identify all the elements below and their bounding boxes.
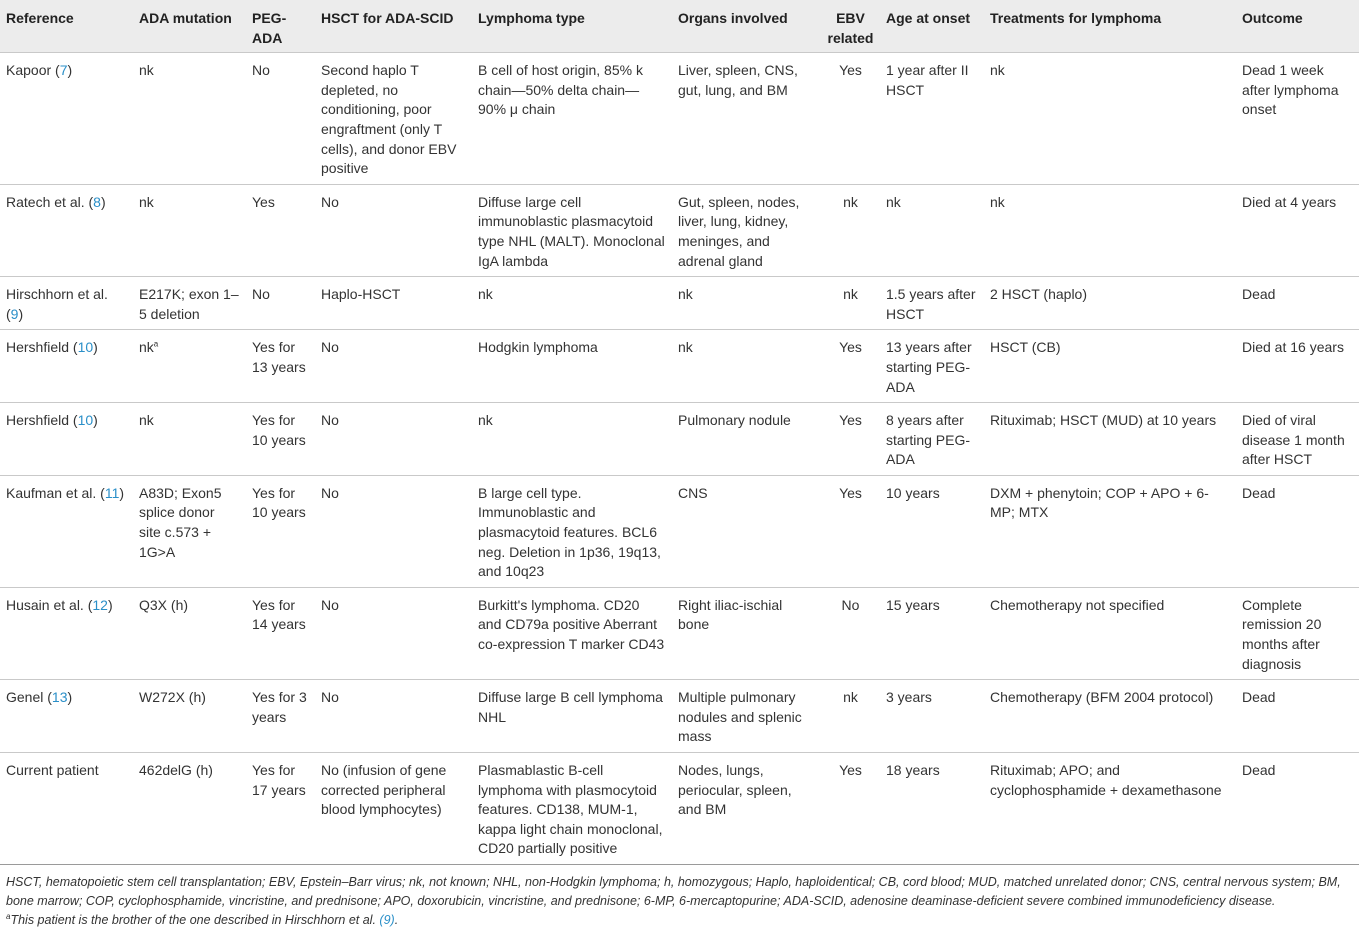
cell-peg-ada — [246, 330, 315, 403]
cell-age-at-onset-text: 10 years — [886, 484, 940, 501]
cell-treatments-text: Chemotherapy (BFM 2004 protocol) — [990, 689, 1214, 706]
cell-reference: Kaufman et al. (11) — [0, 475, 133, 587]
cell-ebv-related-text: No — [841, 596, 860, 613]
cell-ada-mutation — [133, 277, 246, 330]
cell-outcome-text: Dead — [1242, 484, 1276, 501]
cell-treatments — [984, 277, 1236, 330]
cell-age-at-onset — [880, 403, 984, 476]
cell-organs-involved-text: Liver, spleen, CNS, gut, lung, and BM — [678, 62, 798, 98]
cell-ebv-related — [821, 587, 880, 679]
cell-treatments — [984, 680, 1236, 753]
reference-name: Husain et al. — [6, 596, 84, 613]
table-row — [0, 475, 1359, 587]
cell-age-at-onset-text: 1.5 years after HSCT — [886, 286, 976, 322]
cell-age-at-onset-text: 18 years — [886, 762, 940, 778]
cell-ebv-related — [821, 475, 880, 587]
cell-ebv-related-text: nk — [843, 286, 858, 303]
cell-outcome-text: Died of viral disease 1 month after HSCT — [1242, 412, 1345, 468]
cell-outcome — [1236, 53, 1359, 185]
cell-treatments-text: HSCT (CB) — [990, 339, 1061, 356]
cell-reference: Genel (13) — [0, 680, 133, 753]
cell-organs-involved-text: Nodes, lungs, periocular, spleen, and BM — [678, 762, 792, 818]
reference-name: Hirschhorn et al. — [6, 286, 108, 303]
cell-lymphoma-type-text: B large cell type. Immunoblastic and plasmacytoid features. BCL6 neg. Deletion in 1p36, 19q13, and 10q23 — [478, 484, 661, 580]
cell-ada-mutation — [133, 53, 246, 185]
cell-ada-mutation-text: nk — [139, 412, 154, 429]
cell-ada-mutation — [133, 753, 246, 865]
cell-peg-ada-text: Yes for 10 years — [252, 484, 306, 521]
cell-lymphoma-type-text: nk — [478, 412, 493, 429]
cell-organs-involved — [672, 184, 821, 276]
cell-hsct-text: No — [321, 412, 339, 429]
cell-age-at-onset-text: 15 years — [886, 596, 940, 613]
cell-lymphoma-type — [472, 403, 672, 476]
cell-outcome — [1236, 587, 1359, 679]
cell-treatments — [984, 587, 1236, 679]
cell-ada-mutation-text: Q3X (h) — [139, 596, 189, 613]
cell-peg-ada — [246, 475, 315, 587]
cell-treatments-text: Chemotherapy not specified — [990, 596, 1165, 613]
cell-ebv-related — [821, 753, 880, 865]
cell-outcome — [1236, 277, 1359, 330]
cell-hsct — [315, 403, 472, 476]
cell-reference: Ratech et al. (8) — [0, 184, 133, 276]
table-row — [0, 587, 1359, 679]
header-reference: Reference — [0, 0, 133, 53]
cell-age-at-onset — [880, 587, 984, 679]
cell-ada-mutation-text: nk — [139, 339, 154, 356]
cell-age-at-onset-text: 1 year after II HSCT — [886, 62, 969, 98]
cell-lymphoma-type — [472, 753, 672, 865]
reference-link[interactable]: 7 — [59, 62, 68, 79]
cell-lymphoma-type — [472, 475, 672, 587]
cell-lymphoma-type-text: Burkitt's lymphoma. CD20 and CD79a positive Aberrant co-expression T marker CD43 — [478, 596, 665, 653]
abbreviations-note: HSCT, hematopoietic stem cell transplantation; EBV, Epstein–Barr virus; nk, not known; NHL, non-Hodgkin lymphoma; h, homozygous; Haplo, haploidentical; CB, cord blood; MUD, matched unrelated donor; CNS, central nervous system; BM, bone marrow; COP, cyclophosphamide, vincristine, and prednisone; APO, doxorubicin, vincristine, and prednisone; 6-MP, 6-mercaptopurine; ADA-SCID, adenosine deaminase-deficient severe combined immunodeficiency disease. — [6, 874, 1341, 908]
cell-hsct — [315, 53, 472, 185]
reference-link[interactable]: 10 — [77, 412, 94, 429]
cell-age-at-onset — [880, 277, 984, 330]
cell-age-at-onset — [880, 753, 984, 865]
cell-peg-ada-text: Yes for 17 years — [252, 762, 306, 798]
reference-name: Ratech et al. — [6, 193, 85, 210]
cell-organs-involved — [672, 753, 821, 865]
cell-organs-involved-text: Right iliac-ischial bone — [678, 596, 783, 633]
cell-ada-mutation-text: nk — [139, 193, 154, 210]
cell-hsct-text: Haplo-HSCT — [321, 286, 401, 303]
cell-treatments — [984, 403, 1236, 476]
cell-ebv-related — [821, 184, 880, 276]
cell-treatments-text: nk — [990, 62, 1005, 79]
cell-ebv-related-text: Yes — [839, 339, 862, 356]
cell-treatments — [984, 753, 1236, 865]
cell-peg-ada — [246, 53, 315, 185]
header-peg-ada: PEG-ADA — [246, 0, 315, 53]
reference-name: Hershfield — [6, 339, 70, 356]
cell-lymphoma-type — [472, 184, 672, 276]
cell-ada-mutation — [133, 403, 246, 476]
cell-organs-involved — [672, 680, 821, 753]
cell-ebv-related-text: Yes — [839, 484, 862, 501]
table-row — [0, 753, 1359, 865]
reference-link[interactable]: 8 — [93, 193, 101, 210]
reference-link[interactable]: 9 — [10, 305, 19, 322]
cell-age-at-onset-text: 8 years after starting PEG-ADA — [886, 412, 971, 468]
cell-hsct — [315, 680, 472, 753]
header-outcome: Outcome — [1236, 0, 1359, 53]
cell-outcome — [1236, 680, 1359, 753]
table-row — [0, 53, 1359, 185]
cell-hsct — [315, 475, 472, 587]
cell-organs-involved-text: Multiple pulmonary nodules and splenic mass — [678, 689, 802, 745]
reference-link[interactable]: 13 — [51, 689, 68, 706]
cell-lymphoma-type-text: B cell of host origin, 85% k chain—50% delta chain—90% μ chain — [478, 62, 643, 118]
table-row — [0, 330, 1359, 403]
table-row — [0, 403, 1359, 476]
cell-age-at-onset-text: 13 years after starting PEG-ADA — [886, 339, 972, 395]
cell-reference: Hershfield (10) — [0, 330, 133, 403]
cell-ada-mutation-text: E217K; exon 1–5 deletion — [139, 286, 239, 322]
cell-treatments-text: Rituximab; APO; and cyclophosphamide + dexamethasone — [990, 762, 1222, 798]
cell-organs-involved-text: CNS — [678, 484, 708, 501]
cell-hsct — [315, 277, 472, 330]
cell-ebv-related — [821, 330, 880, 403]
cell-ada-mutation — [133, 330, 246, 403]
cell-age-at-onset — [880, 680, 984, 753]
cell-peg-ada — [246, 403, 315, 476]
cell-ebv-related — [821, 680, 880, 753]
reference-name: Hershfield — [6, 412, 70, 429]
cell-outcome — [1236, 330, 1359, 403]
header-row — [0, 0, 1359, 53]
cell-organs-involved-text: Gut, spleen, nodes, liver, lung, kidney, meninges, and adrenal gland — [678, 193, 800, 269]
cell-ada-mutation-text: 462delG (h) — [139, 762, 213, 778]
cell-hsct-text: No (infusion of gene corrected peripheral blood lymphocytes) — [321, 762, 447, 818]
cell-ada-mutation-text: A83D; Exon5 splice donor site c.573 + 1G>A — [139, 484, 222, 560]
footnote-mark: a — [6, 911, 11, 921]
cell-peg-ada-text: Yes for 3 years — [252, 689, 307, 725]
cell-lymphoma-type — [472, 53, 672, 185]
cell-ada-mutation — [133, 680, 246, 753]
cell-peg-ada — [246, 277, 315, 330]
cell-peg-ada — [246, 184, 315, 276]
cell-treatments-text: nk — [990, 193, 1005, 210]
cell-treatments-text: DXM + phenytoin; COP + APO + 6-MP; MTX — [990, 484, 1209, 521]
cell-treatments — [984, 184, 1236, 276]
cell-lymphoma-type-text: Diffuse large B cell lymphoma NHL — [478, 689, 663, 725]
cell-organs-involved — [672, 53, 821, 185]
cell-reference — [0, 753, 133, 865]
cell-outcome-text: Complete remission 20 months after diagnosis — [1242, 596, 1322, 672]
cell-outcome — [1236, 475, 1359, 587]
cell-ebv-related — [821, 277, 880, 330]
cell-peg-ada-text: No — [252, 286, 270, 303]
cell-organs-involved — [672, 277, 821, 330]
cell-reference: Kapoor (7) — [0, 53, 133, 185]
footnote-marker: a — [153, 339, 159, 349]
cell-ebv-related — [821, 403, 880, 476]
header-lymphoma-type: Lymphoma type — [472, 0, 672, 53]
table-notes — [0, 865, 1359, 930]
cell-ada-mutation — [133, 184, 246, 276]
cell-ebv-related-text: Yes — [839, 62, 862, 79]
header-organs-involved: Organs involved — [672, 0, 821, 53]
cell-reference: Husain et al. (12) — [0, 587, 133, 679]
footnote-end: . — [394, 912, 399, 927]
cell-ebv-related-text: Yes — [839, 762, 862, 778]
cell-age-at-onset-text: 3 years — [886, 689, 932, 706]
cell-hsct-text: No — [321, 193, 339, 210]
cell-organs-involved-text: nk — [678, 339, 693, 356]
header-ada-mutation: ADA mutation — [133, 0, 246, 53]
reference-link[interactable]: 11 — [104, 484, 120, 501]
cell-hsct — [315, 587, 472, 679]
cell-lymphoma-type — [472, 277, 672, 330]
table-row — [0, 680, 1359, 753]
cell-age-at-onset — [880, 53, 984, 185]
cell-organs-involved-text: nk — [678, 286, 693, 303]
cell-age-at-onset — [880, 184, 984, 276]
footnote-reference-link[interactable]: (9) — [379, 912, 395, 927]
reference-name: Genel — [6, 689, 44, 706]
cell-peg-ada — [246, 753, 315, 865]
cell-lymphoma-type-text: Plasmablastic B-cell lymphoma with plasmocytoid features. CD138, MUM-1, kappa light chain monoclonal, CD20 partially positive — [478, 762, 663, 857]
cell-outcome — [1236, 184, 1359, 276]
cell-organs-involved-text: Pulmonary nodule — [678, 412, 791, 429]
table-row — [0, 277, 1359, 330]
reference-link[interactable]: 10 — [77, 339, 94, 356]
cell-ebv-related — [821, 53, 880, 185]
cell-peg-ada — [246, 587, 315, 679]
cell-outcome-text: Died at 16 years — [1242, 339, 1344, 356]
cell-peg-ada-text: Yes for 13 years — [252, 339, 306, 375]
header-age-at-onset: Age at onset — [880, 0, 984, 53]
cell-age-at-onset-text: nk — [886, 193, 901, 210]
cell-treatments-text: 2 HSCT (haplo) — [990, 286, 1088, 303]
cell-hsct — [315, 753, 472, 865]
cell-organs-involved — [672, 403, 821, 476]
cell-peg-ada-text: Yes for 14 years — [252, 596, 306, 633]
reference-name: Kaufman et al. — [6, 484, 97, 501]
cell-ebv-related-text: nk — [843, 689, 858, 706]
header-hsct: HSCT for ADA-SCID — [315, 0, 472, 53]
cell-outcome-text: Dead — [1242, 762, 1276, 778]
cell-peg-ada — [246, 680, 315, 753]
cell-outcome-text: Dead — [1242, 689, 1276, 706]
cell-organs-involved — [672, 587, 821, 679]
cell-age-at-onset — [880, 330, 984, 403]
cell-lymphoma-type — [472, 680, 672, 753]
cell-ada-mutation — [133, 475, 246, 587]
cell-outcome — [1236, 753, 1359, 865]
reference-link[interactable]: 12 — [92, 596, 108, 613]
cell-hsct — [315, 330, 472, 403]
cell-peg-ada-text: Yes for 10 years — [252, 412, 306, 448]
cell-peg-ada-text: No — [252, 62, 270, 79]
cell-hsct-text: No — [321, 484, 339, 501]
table-header — [0, 0, 1359, 53]
header-ebv-related: EBV related — [821, 0, 880, 53]
cell-lymphoma-type — [472, 587, 672, 679]
table-body — [0, 53, 1359, 865]
reference-name: Current patient — [6, 762, 99, 778]
cell-treatments-text: Rituximab; HSCT (MUD) at 10 years — [990, 412, 1217, 429]
cell-treatments — [984, 53, 1236, 185]
cell-ebv-related-text: nk — [843, 193, 858, 210]
cell-hsct-text: No — [321, 339, 339, 356]
header-treatments: Treatments for lymphoma — [984, 0, 1236, 53]
cell-hsct-text: Second haplo T depleted, no conditioning, poor engraftment (only T cells), and donor EBV positive — [321, 62, 457, 177]
cell-hsct-text: No — [321, 689, 339, 706]
cell-hsct-text: No — [321, 596, 339, 613]
footnote-text: This patient is the brother of the one described in Hirschhorn et al. — [10, 912, 380, 927]
cell-lymphoma-type-text: nk — [478, 286, 493, 303]
cell-lymphoma-type — [472, 330, 672, 403]
cell-ada-mutation — [133, 587, 246, 679]
cell-age-at-onset — [880, 475, 984, 587]
cell-outcome — [1236, 403, 1359, 476]
cell-ada-mutation-text: nk — [139, 62, 154, 79]
reference-name: Kapoor — [6, 62, 52, 79]
cell-treatments — [984, 475, 1236, 587]
cell-treatments — [984, 330, 1236, 403]
cell-lymphoma-type-text: Hodgkin lymphoma — [478, 339, 598, 356]
cell-reference: Hershfield (10) — [0, 403, 133, 476]
cell-outcome-text: Dead — [1242, 286, 1276, 303]
cell-organs-involved — [672, 475, 821, 587]
cell-outcome-text: Dead 1 week after lymphoma onset — [1242, 62, 1339, 118]
cell-ada-mutation-text: W272X (h) — [139, 689, 206, 706]
cell-hsct — [315, 184, 472, 276]
cell-reference: Hirschhorn et al. (9) — [0, 277, 133, 330]
cell-peg-ada-text: Yes — [252, 193, 275, 210]
cell-ebv-related-text: Yes — [839, 412, 862, 429]
cell-lymphoma-type-text: Diffuse large cell immunoblastic plasmacytoid type NHL (MALT). Monoclonal IgA lambda — [478, 193, 665, 269]
table-row — [0, 184, 1359, 276]
cell-outcome-text: Died at 4 years — [1242, 193, 1337, 210]
cell-organs-involved — [672, 330, 821, 403]
